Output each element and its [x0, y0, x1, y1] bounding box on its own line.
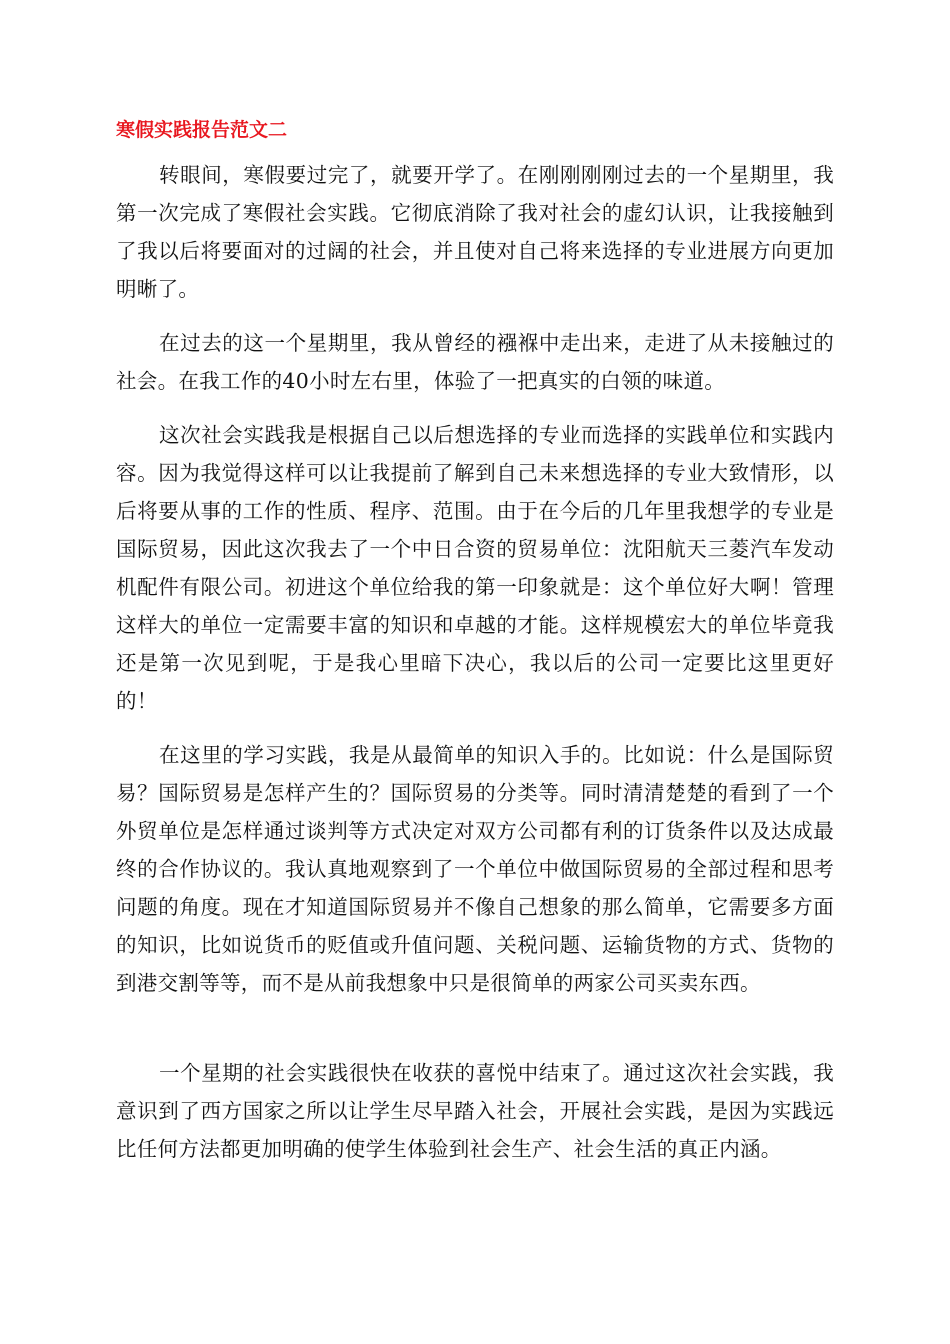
- paragraph: 一个星期的社会实践很快在收获的喜悦中结束了。通过这次社会实践，我意识到了西方国家之所以让学生尽早踏入社会，开展社会实践，是因为实践远比任何方法都更加明确的使学生体验到社会生产、社会生活的真正内涵。: [116, 1061, 834, 1161]
- paragraph: 在过去的这一个星期里，我从曾经的襁褓中走出来，走进了从未接触过的社会。在我工作的40小时左右里，体验了一把真实的白领的味道。: [116, 331, 834, 393]
- paragraph: 在这里的学习实践，我是从最简单的知识入手的。比如说：什么是国际贸易？国际贸易是怎样产生的？国际贸易的分类等。同时清清楚楚的看到了一个外贸单位是怎样通过谈判等方式决定对双方公司都有利的订货条件以及达成最终的合作协议的。我认真地观察到了一个单位中做国际贸易的全部过程和思考问题的角度。现在才知道国际贸易并不像自己想象的那么简单，它需要多方面的知识，比如说货币的贬值或升值问题、关税问题、运输货物的方式、货物的到港交割等等，而不是从前我想象中只是很简单的两家公司买卖东西。: [116, 743, 834, 995]
- document-title: 寒假实践报告范文二: [116, 119, 288, 141]
- paragraph: 这次社会实践我是根据自己以后想选择的专业而选择的实践单位和实践内容。因为我觉得这样可以让我提前了解到自己未来想选择的专业大致情形，以后将要从事的工作的性质、程序、范围。由于在今后的几年里我想学的专业是国际贸易，因此这次我去了一个中日合资的贸易单位：沈阳航天三菱汽车发动机配件有限公司。初进这个单位给我的第一印象就是：这个单位好大啊！管理这样大的单位一定需要丰富的知识和卓越的才能。这样规模宏大的单位毕竟我还是第一次见到呢，于是我心里暗下决心，我以后的公司一定要比这里更好的！: [116, 423, 834, 713]
- paragraph: 转眼间，寒假要过完了，就要开学了。在刚刚刚刚过去的一个星期里，我第一次完成了寒假社会实践。它彻底消除了我对社会的虚幻认识，让我接触到了我以后将要面对的过阔的社会，并且使对自己将来选择的专业进展方向更加明晰了。: [116, 163, 834, 301]
